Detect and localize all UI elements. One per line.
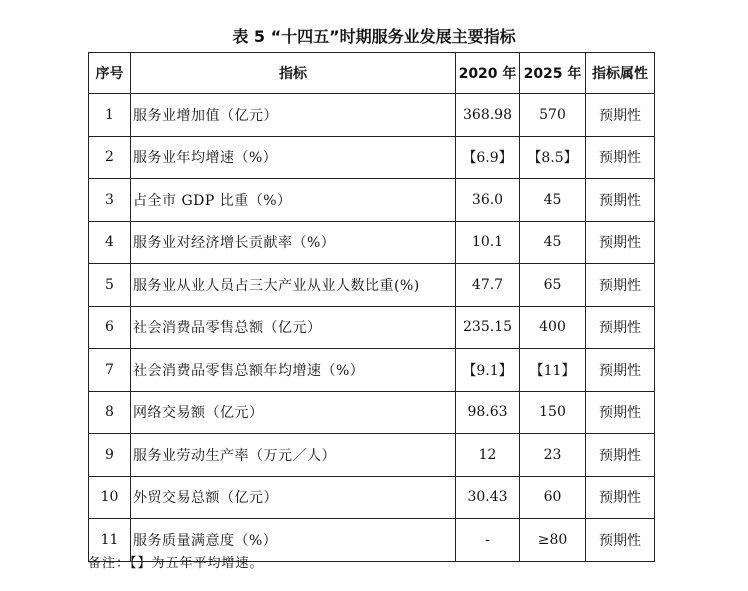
row-value-2020: 36.0 xyxy=(456,179,520,222)
table-row xyxy=(89,94,655,137)
row-value-2025: 65 xyxy=(520,264,586,307)
row-value-2025: 45 xyxy=(520,221,586,264)
row-value-2025: 400 xyxy=(520,306,586,349)
row-number: 3 xyxy=(89,179,131,222)
row-attribute: 预期性 xyxy=(586,221,655,264)
row-indicator: 外贸交易总额（亿元） xyxy=(131,476,456,519)
indicator-table xyxy=(88,52,655,562)
header-no: 序号 xyxy=(89,53,131,94)
row-number: 10 xyxy=(89,476,131,519)
row-number: 9 xyxy=(89,434,131,477)
header-indicator: 指标 xyxy=(131,53,456,94)
table-row xyxy=(89,179,655,222)
row-attribute: 预期性 xyxy=(586,94,655,137)
row-attribute: 预期性 xyxy=(586,306,655,349)
row-value-2025: 【8.5】 xyxy=(520,136,586,179)
table-row xyxy=(89,349,655,392)
row-value-2020: 368.98 xyxy=(456,94,520,137)
row-number: 11 xyxy=(89,519,131,562)
row-number: 1 xyxy=(89,94,131,137)
row-value-2025: 【11】 xyxy=(520,349,586,392)
row-attribute: 预期性 xyxy=(586,476,655,519)
row-indicator: 网络交易额（亿元） xyxy=(131,391,456,434)
row-attribute: 预期性 xyxy=(586,179,655,222)
header-2020: 2020 年 xyxy=(456,53,520,94)
table-row xyxy=(89,391,655,434)
table-title: 表 5 “十四五”时期服务业发展主要指标 xyxy=(232,27,516,46)
row-number: 5 xyxy=(89,264,131,307)
row-indicator: 占全市 GDP 比重（%） xyxy=(131,179,456,222)
table-body xyxy=(89,94,655,562)
row-number: 6 xyxy=(89,306,131,349)
row-value-2020: - xyxy=(456,519,520,562)
table-row xyxy=(89,476,655,519)
row-value-2020: 【6.9】 xyxy=(456,136,520,179)
row-value-2020: 10.1 xyxy=(456,221,520,264)
row-attribute: 预期性 xyxy=(586,519,655,562)
row-attribute: 预期性 xyxy=(586,136,655,179)
row-value-2025: 45 xyxy=(520,179,586,222)
row-value-2020: 30.43 xyxy=(456,476,520,519)
row-attribute: 预期性 xyxy=(586,264,655,307)
table-row xyxy=(89,264,655,307)
row-value-2020: 47.7 xyxy=(456,264,520,307)
header-2025: 2025 年 xyxy=(520,53,586,94)
row-number: 2 xyxy=(89,136,131,179)
row-number: 8 xyxy=(89,391,131,434)
table-row xyxy=(89,221,655,264)
row-number: 7 xyxy=(89,349,131,392)
row-attribute: 预期性 xyxy=(586,391,655,434)
row-value-2025: ≥80 xyxy=(520,519,586,562)
table-row xyxy=(89,136,655,179)
header-row xyxy=(89,53,655,94)
header-attribute: 指标属性 xyxy=(586,53,655,94)
row-value-2025: 23 xyxy=(520,434,586,477)
row-indicator: 服务质量满意度（%） xyxy=(131,519,456,562)
table-row xyxy=(89,434,655,477)
row-indicator: 服务业对经济增长贡献率（%） xyxy=(131,221,456,264)
row-indicator: 服务业劳动生产率（万元／人） xyxy=(131,434,456,477)
row-indicator: 社会消费品零售总额（亿元） xyxy=(131,306,456,349)
row-indicator: 服务业增加值（亿元） xyxy=(131,94,456,137)
row-value-2025: 150 xyxy=(520,391,586,434)
table-note: 备注：【】为五年平均增速。 xyxy=(88,556,264,571)
row-number: 4 xyxy=(89,221,131,264)
row-value-2020: 98.63 xyxy=(456,391,520,434)
row-value-2020: 235.15 xyxy=(456,306,520,349)
row-value-2025: 60 xyxy=(520,476,586,519)
row-attribute: 预期性 xyxy=(586,349,655,392)
row-value-2025: 570 xyxy=(520,94,586,137)
row-indicator: 社会消费品零售总额年均增速（%） xyxy=(131,349,456,392)
row-indicator: 服务业从业人员占三大产业从业人数比重(%) xyxy=(131,264,456,307)
row-attribute: 预期性 xyxy=(586,434,655,477)
row-indicator: 服务业年均增速（%） xyxy=(131,136,456,179)
table-row xyxy=(89,306,655,349)
row-value-2020: 【9.1】 xyxy=(456,349,520,392)
row-value-2020: 12 xyxy=(456,434,520,477)
